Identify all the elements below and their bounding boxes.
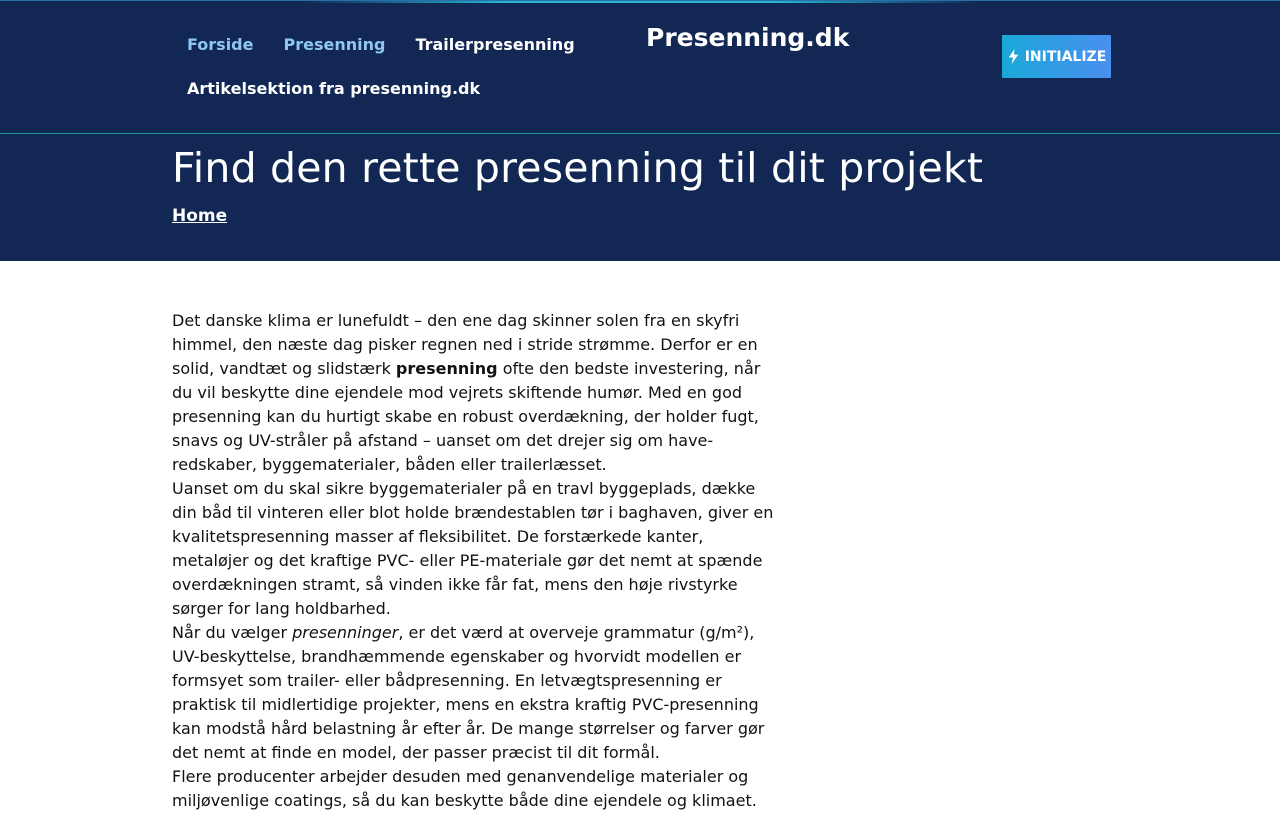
article-content	[172, 309, 784, 813]
article-italic-keyword: presenninger	[292, 623, 399, 642]
article-text: ofte den bedste investering, når du vil beskytte dine ejendele mod vejrets skiftende humør. Med en god presenning kan du hurtigt skabe en robust overdækning, der holder fugt, snavs og UV-stråler på afstand – uanset om det drejer sig om have-redskaber, byggematerialer, båden eller trailerlæsset.	[172, 359, 761, 474]
article-paragraph: Flere producenter arbejder desuden med genanvendelige materialer og miljøvenlige coatings, så du kan beskytte både dine ejendele og klimaet.	[172, 767, 757, 810]
initialize-button-label: INITIALIZE	[1024, 48, 1107, 65]
initialize-button[interactable]	[1002, 35, 1111, 78]
site-logo[interactable]: Presenning.dk	[646, 23, 850, 52]
nav-item-presenning[interactable]: Presenning	[283, 35, 386, 54]
breadcrumb-home[interactable]: Home	[172, 206, 228, 226]
article-paragraph	[172, 309, 784, 477]
site-header	[0, 0, 1280, 134]
nav-item-trailerpresenning[interactable]: Trailerpresenning	[415, 35, 575, 54]
article-paragraph	[172, 621, 784, 765]
nav-item-artikelsektion[interactable]: Artikelsektion fra presenning.dk	[187, 79, 481, 98]
article-text: Når du vælger	[172, 623, 293, 642]
header-top-glow	[300, 1, 980, 3]
main-nav	[172, 25, 592, 113]
hero-banner	[0, 134, 1280, 261]
page-title: Find den rette presenning til dit projekt	[172, 144, 984, 192]
nav-item-forside[interactable]: Forside	[187, 35, 254, 54]
article-text: , er det værd at overveje grammatur (g/m²), UV-beskyttelse, brandhæmmende egenskaber og hvorvidt modellen er formsyet som trailer- eller bådpresenning. En letvægtspresenning er praktisk til midlertidige projekter, mens en ekstra kraftig PVC-presenning kan modstå hård belastning år efter år. De mange størrelser og farver gør det nemt at finde en model, der passer præcist til dit formål.	[172, 623, 765, 762]
article-paragraph: Uanset om du skal sikre byggematerialer på en travl byggeplads, dække din båd til vinteren eller blot holde brændestablen tør i baghaven, giver en kvalitetspresenning masser af fleksibilitet. De forstærkede kanter, metaløjer og det kraftige PVC- eller PE-materiale gør det nemt at spænde overdækningen stramt, så vinden ikke får fat, mens den høje rivstyrke sørger for lang holdbarhed.	[172, 479, 774, 618]
bolt-icon	[1007, 49, 1020, 64]
article-text: Det danske klima er lunefuldt – den ene dag skinner solen fra en skyfri himmel, den næste dag pisker regnen ned i stride strømme. Derfor er en solid, vandtæt og slidstærk	[172, 311, 758, 378]
article-bold-keyword: presenning	[395, 359, 498, 378]
